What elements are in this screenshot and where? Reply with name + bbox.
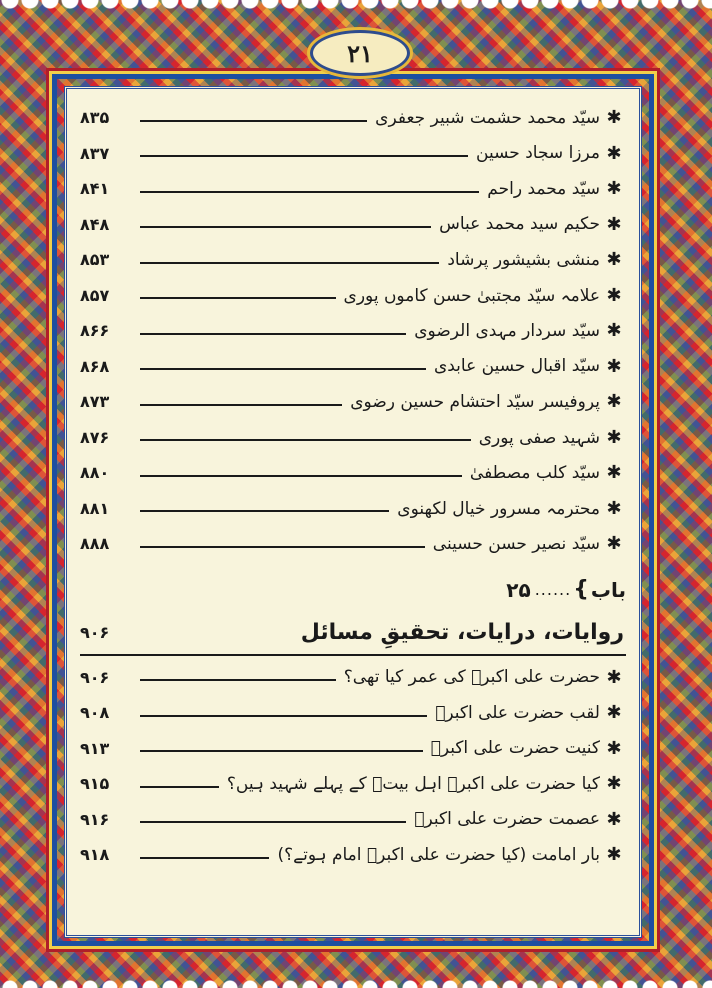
entry-page-number: ۸۳۵ <box>80 108 110 128</box>
asterisk-bullet-icon: ✱ <box>606 355 622 377</box>
entry-page-number: ۹۱۵ <box>80 774 110 794</box>
entry-page-number: ۸۳۷ <box>80 143 110 163</box>
asterisk-bullet-icon: ✱ <box>606 391 622 413</box>
entry-title: پروفیسر سیّد احتشام حسین رضوی <box>350 391 600 412</box>
entry-title: حضرت علی اکبرؑ کی عمر کیا تھی؟ <box>343 667 600 688</box>
entry-title: سیّد کلب مصطفیٰ <box>469 462 600 483</box>
asterisk-bullet-icon: ✱ <box>606 844 622 866</box>
asterisk-bullet-icon: ✱ <box>606 702 622 724</box>
entry-title: مرزا سجاد حسین <box>476 143 600 164</box>
leader-line <box>140 226 431 228</box>
entry-page-number: ۸۶۶ <box>80 321 110 341</box>
toc-entry <box>80 278 626 314</box>
entries-list-bottom <box>80 660 626 873</box>
chapter-number: ۲۵ <box>506 577 531 602</box>
leader-line <box>140 750 423 752</box>
entry-page-number: ۹۰۸ <box>80 703 110 723</box>
toc-entry <box>80 660 626 696</box>
toc-entry <box>80 731 626 767</box>
entry-title: سیّد سردار مہدی الرضوی <box>414 321 600 342</box>
bottom-scalloped-edge <box>0 976 712 988</box>
entry-page-number: ۸۴۱ <box>80 179 110 199</box>
entry-page-number: ۸۸۱ <box>80 498 110 518</box>
top-scalloped-edge <box>0 0 712 14</box>
leader-line <box>140 679 336 681</box>
entry-title: کنیت حضرت علی اکبرؑ <box>430 738 600 759</box>
entry-page-number: ۸۸۸ <box>80 534 110 554</box>
entry-title: سیّد محمد راحم <box>487 178 600 199</box>
leader-line <box>140 262 439 264</box>
asterisk-bullet-icon: ✱ <box>606 284 622 306</box>
entry-page-number: ۹۱۸ <box>80 845 110 865</box>
asterisk-bullet-icon: ✱ <box>606 142 622 164</box>
entry-page-number: ۸۷۳ <box>80 392 110 412</box>
entry-title: سیّد نصیر حسن حسینی <box>432 533 600 554</box>
asterisk-bullet-icon: ✱ <box>606 320 622 342</box>
toc-entry <box>80 526 626 562</box>
page-number: ۲۱ <box>347 38 373 68</box>
leader-line <box>140 510 389 512</box>
leader-line <box>140 404 342 406</box>
entry-page-number: ۸۶۸ <box>80 356 110 376</box>
entries-list-top <box>80 100 626 562</box>
asterisk-bullet-icon: ✱ <box>606 462 622 484</box>
asterisk-bullet-icon: ✱ <box>606 773 622 795</box>
entry-title: لقب حضرت علی اکبرؑ <box>435 702 600 723</box>
entry-page-number: ۹۰۶ <box>80 667 110 687</box>
asterisk-bullet-icon: ✱ <box>606 426 622 448</box>
toc-entry <box>80 766 626 802</box>
toc-entry <box>80 420 626 456</box>
asterisk-bullet-icon: ✱ <box>606 213 622 235</box>
leader-line <box>140 857 269 859</box>
section-page-number: ۹۰۶ <box>80 623 110 642</box>
entry-title: سیّد محمد حشمت شبیر جعفری <box>375 107 600 128</box>
entry-page-number: ۹۱۶ <box>80 809 110 829</box>
toc-entry <box>80 802 626 838</box>
chapter-bracket: } <box>573 577 589 602</box>
toc-entry <box>80 207 626 243</box>
entry-page-number: ۸۵۳ <box>80 250 110 270</box>
chapter-heading <box>80 568 626 612</box>
entry-title: بار امامت (کیا حضرت علی اکبرؑ امام ہوتے؟) <box>277 845 600 866</box>
toc-entry <box>80 313 626 349</box>
entry-title: کیا حضرت علی اکبرؑ اہل بیتؑ کے پہلے شہید ہیں؟ <box>226 774 600 795</box>
entry-title: عصمت حضرت علی اکبرؑ <box>414 809 600 830</box>
asterisk-bullet-icon: ✱ <box>606 249 622 271</box>
toc-entry <box>80 171 626 207</box>
entry-page-number: ۹۱۳ <box>80 738 110 758</box>
entry-title: محترمہ مسرور خیال لکھنوی <box>397 498 600 519</box>
asterisk-bullet-icon: ✱ <box>606 178 622 200</box>
asterisk-bullet-icon: ✱ <box>606 666 622 688</box>
entry-page-number: ۸۴۸ <box>80 214 110 234</box>
toc-entry <box>80 837 626 873</box>
toc-entry <box>80 491 626 527</box>
entry-page-number: ۸۷۶ <box>80 427 110 447</box>
page-number-badge <box>310 30 410 76</box>
leader-line <box>140 191 479 193</box>
asterisk-bullet-icon: ✱ <box>606 497 622 519</box>
leader-line <box>140 333 406 335</box>
leader-line <box>140 368 426 370</box>
toc-entry <box>80 384 626 420</box>
leader-line <box>140 786 219 788</box>
toc-entry <box>80 695 626 731</box>
toc-entry <box>80 136 626 172</box>
asterisk-bullet-icon: ✱ <box>606 737 622 759</box>
entry-page-number: ۸۸۰ <box>80 463 110 483</box>
entry-title: سیّد اقبال حسین عابدی <box>433 356 600 377</box>
section-title: روایات، درایات، تحقیقِ مسائل <box>300 620 624 645</box>
leader-line <box>140 475 462 477</box>
toc-entry <box>80 100 626 136</box>
entry-title: علامہ سیّد مجتبیٰ حسن کاموں پوری <box>343 285 600 306</box>
entry-title: شہید صفی پوری <box>478 427 600 448</box>
toc-entry <box>80 242 626 278</box>
entry-title: حکیم سید محمد عباس <box>439 214 600 235</box>
asterisk-bullet-icon: ✱ <box>606 107 622 129</box>
chapter-dots: ...... <box>534 580 572 599</box>
leader-line <box>140 155 468 157</box>
entry-page-number: ۸۵۷ <box>80 285 110 305</box>
toc-entry <box>80 455 626 491</box>
asterisk-bullet-icon: ✱ <box>606 808 622 830</box>
entry-title: منشی بشیشور پرشاد <box>447 249 600 270</box>
leader-line <box>140 546 425 548</box>
asterisk-bullet-icon: ✱ <box>606 533 622 555</box>
section-heading-row <box>80 612 626 656</box>
leader-line <box>140 297 336 299</box>
leader-line <box>140 439 471 441</box>
chapter-label: باب <box>590 577 626 602</box>
leader-line <box>140 120 367 122</box>
toc-entry <box>80 349 626 385</box>
leader-line <box>140 715 427 717</box>
leader-line <box>140 821 406 823</box>
table-of-contents <box>80 100 626 873</box>
